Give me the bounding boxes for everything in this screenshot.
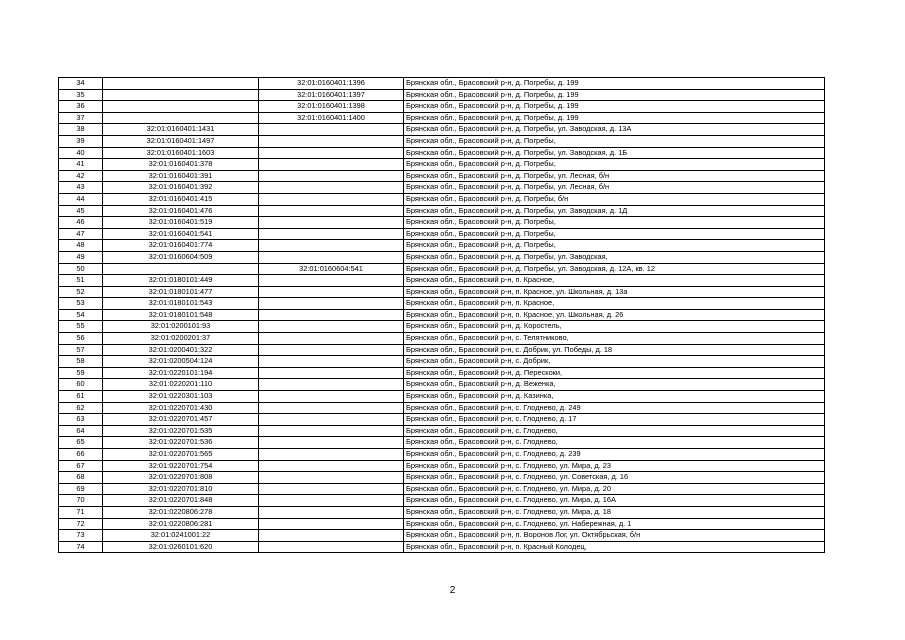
table-row — [59, 460, 825, 472]
cadastral-number-cell: 32:01:0220201:110 — [103, 379, 259, 391]
linked-cadastral-number-cell — [259, 425, 404, 437]
cadastral-number-cell: 32:01:0220701:430 — [103, 402, 259, 414]
linked-cadastral-number-cell — [259, 530, 404, 542]
cadastral-number-cell: 32:01:0220701:565 — [103, 449, 259, 461]
address-cell: Брянская обл., Брасовский р-н, с. Глоднево, д. 249 — [404, 402, 825, 414]
address-cell: Брянская обл., Брасовский р-н, с. Глоднево, ул. Мира, д. 23 — [404, 460, 825, 472]
linked-cadastral-number-cell — [259, 124, 404, 136]
address-cell: Брянская обл., Брасовский р-н, с. Глоднево, — [404, 425, 825, 437]
cadastral-number-cell: 32:01:0220701:535 — [103, 425, 259, 437]
address-cell: Брянская обл., Брасовский р-н, п. Воронов Лог, ул. Октябрьская, б/н — [404, 530, 825, 542]
row-number-cell: 49 — [59, 251, 103, 263]
row-number-cell: 39 — [59, 135, 103, 147]
cadastral-number-cell — [103, 263, 259, 275]
cadastral-number-cell: 32:01:0220301:103 — [103, 391, 259, 403]
row-number-cell: 50 — [59, 263, 103, 275]
table-row — [59, 402, 825, 414]
row-number-cell: 46 — [59, 217, 103, 229]
table-row — [59, 414, 825, 426]
cadastral-number-cell: 32:01:0180101:548 — [103, 309, 259, 321]
linked-cadastral-number-cell — [259, 449, 404, 461]
linked-cadastral-number-cell — [259, 309, 404, 321]
cadastral-number-cell: 32:01:0260101:620 — [103, 541, 259, 553]
address-cell: Брянская обл., Брасовский р-н, д. Погребы, ул. Заводская, д. 12А, кв. 12 — [404, 263, 825, 275]
linked-cadastral-number-cell — [259, 193, 404, 205]
table-row — [59, 391, 825, 403]
linked-cadastral-number-cell — [259, 228, 404, 240]
table-row — [59, 425, 825, 437]
row-number-cell: 36 — [59, 101, 103, 113]
address-cell: Брянская обл., Брасовский р-н, д. Погребы, д. 199 — [404, 89, 825, 101]
table-row — [59, 333, 825, 345]
table-row — [59, 251, 825, 263]
address-cell: Брянская обл., Брасовский р-н, п. Красный Колодец, — [404, 541, 825, 553]
address-cell: Брянская обл., Брасовский р-н, с. Глоднево, ул. Набережная, д. 1 — [404, 518, 825, 530]
linked-cadastral-number-cell — [259, 182, 404, 194]
row-number-cell: 73 — [59, 530, 103, 542]
address-cell: Брянская обл., Брасовский р-н, с. Глоднево, д. 239 — [404, 449, 825, 461]
table-row — [59, 541, 825, 553]
cadastral-number-cell: 32:01:0160401:391 — [103, 170, 259, 182]
row-number-cell: 47 — [59, 228, 103, 240]
table-row — [59, 518, 825, 530]
cadastral-number-cell — [103, 89, 259, 101]
linked-cadastral-number-cell — [259, 379, 404, 391]
row-number-cell: 45 — [59, 205, 103, 217]
row-number-cell: 67 — [59, 460, 103, 472]
table-row — [59, 309, 825, 321]
table-row — [59, 112, 825, 124]
address-cell: Брянская обл., Брасовский р-н, с. Глоднево, д. 17 — [404, 414, 825, 426]
table-row — [59, 298, 825, 310]
linked-cadastral-number-cell — [259, 367, 404, 379]
address-cell: Брянская обл., Брасовский р-н, д. Коростель, — [404, 321, 825, 333]
address-cell: Брянская обл., Брасовский р-н, п. Красное, — [404, 298, 825, 310]
cadastral-number-cell: 32:01:0220701:754 — [103, 460, 259, 472]
row-number-cell: 55 — [59, 321, 103, 333]
row-number-cell: 59 — [59, 367, 103, 379]
linked-cadastral-number-cell — [259, 506, 404, 518]
address-cell: Брянская обл., Брасовский р-н, с. Глоднево, ул. Мира, д. 18 — [404, 506, 825, 518]
table-row — [59, 495, 825, 507]
cadastral-number-cell: 32:01:0160401:476 — [103, 205, 259, 217]
cadastral-number-cell: 32:01:0220806:281 — [103, 518, 259, 530]
table-row — [59, 124, 825, 136]
row-number-cell: 51 — [59, 275, 103, 287]
address-cell: Брянская обл., Брасовский р-н, с. Глоднево, ул. Мира, д. 20 — [404, 483, 825, 495]
address-cell: Брянская обл., Брасовский р-н, д. Погребы, б/н — [404, 193, 825, 205]
table-row — [59, 240, 825, 252]
cadastral-number-cell: 32:01:0220701:810 — [103, 483, 259, 495]
linked-cadastral-number-cell — [259, 356, 404, 368]
cadastral-number-cell: 32:01:0241001:22 — [103, 530, 259, 542]
table-row — [59, 379, 825, 391]
address-cell: Брянская обл., Брасовский р-н, д. Погребы, — [404, 159, 825, 171]
cadastral-number-cell: 32:01:0220701:536 — [103, 437, 259, 449]
linked-cadastral-number-cell — [259, 402, 404, 414]
cadastral-number-cell: 32:01:0200401:322 — [103, 344, 259, 356]
cadastral-number-cell: 32:01:0220701:848 — [103, 495, 259, 507]
cadastral-number-cell: 32:01:0220701:457 — [103, 414, 259, 426]
row-number-cell: 53 — [59, 298, 103, 310]
row-number-cell: 72 — [59, 518, 103, 530]
row-number-cell: 62 — [59, 402, 103, 414]
cadastral-number-cell: 32:01:0160401:1431 — [103, 124, 259, 136]
table-row — [59, 344, 825, 356]
row-number-cell: 44 — [59, 193, 103, 205]
cadastral-number-cell: 32:01:0220101:194 — [103, 367, 259, 379]
row-number-cell: 35 — [59, 89, 103, 101]
linked-cadastral-number-cell — [259, 483, 404, 495]
address-cell: Брянская обл., Брасовский р-н, д. Веженка, — [404, 379, 825, 391]
linked-cadastral-number-cell — [259, 414, 404, 426]
row-number-cell: 66 — [59, 449, 103, 461]
linked-cadastral-number-cell — [259, 275, 404, 287]
address-cell: Брянская обл., Брасовский р-н, д. Погребы, д. 199 — [404, 78, 825, 90]
table-row — [59, 530, 825, 542]
page-number: 2 — [449, 585, 456, 596]
linked-cadastral-number-cell — [259, 298, 404, 310]
linked-cadastral-number-cell — [259, 321, 404, 333]
table-row — [59, 356, 825, 368]
table-row — [59, 286, 825, 298]
table-row — [59, 101, 825, 113]
cadastral-number-cell — [103, 78, 259, 90]
linked-cadastral-number-cell — [259, 541, 404, 553]
linked-cadastral-number-cell — [259, 217, 404, 229]
row-number-cell: 64 — [59, 425, 103, 437]
address-cell: Брянская обл., Брасовский р-н, д. Погребы, ул. Заводская, д. 13А — [404, 124, 825, 136]
cadastral-number-cell: 32:01:0160401:1603 — [103, 147, 259, 159]
cadastral-number-cell: 32:01:0200101:93 — [103, 321, 259, 333]
linked-cadastral-number-cell — [259, 472, 404, 484]
address-cell: Брянская обл., Брасовский р-н, д. Погребы, ул. Заводская, — [404, 251, 825, 263]
cadastral-number-cell: 32:01:0160401:415 — [103, 193, 259, 205]
cadastral-table-body — [59, 78, 825, 553]
row-number-cell: 63 — [59, 414, 103, 426]
linked-cadastral-number-cell: 32:01:0160401:1396 — [259, 78, 404, 90]
table-row — [59, 135, 825, 147]
linked-cadastral-number-cell — [259, 518, 404, 530]
table-row — [59, 228, 825, 240]
row-number-cell: 38 — [59, 124, 103, 136]
row-number-cell: 34 — [59, 78, 103, 90]
address-cell: Брянская обл., Брасовский р-н, с. Добрик, — [404, 356, 825, 368]
address-cell: Брянская обл., Брасовский р-н, д. Погребы, ул. Лесная, б/н — [404, 182, 825, 194]
linked-cadastral-number-cell — [259, 205, 404, 217]
row-number-cell: 37 — [59, 112, 103, 124]
table-row — [59, 193, 825, 205]
cadastral-number-cell: 32:01:0180101:449 — [103, 275, 259, 287]
row-number-cell: 56 — [59, 333, 103, 345]
row-number-cell: 57 — [59, 344, 103, 356]
linked-cadastral-number-cell: 32:01:0160401:1400 — [259, 112, 404, 124]
row-number-cell: 70 — [59, 495, 103, 507]
address-cell: Брянская обл., Брасовский р-н, д. Погребы, — [404, 228, 825, 240]
linked-cadastral-number-cell — [259, 159, 404, 171]
cadastral-number-cell: 32:01:0160401:392 — [103, 182, 259, 194]
cadastral-number-cell: 32:01:0180101:477 — [103, 286, 259, 298]
address-cell: Брянская обл., Брасовский р-н, с. Добрик, ул. Победы, д. 18 — [404, 344, 825, 356]
row-number-cell: 48 — [59, 240, 103, 252]
row-number-cell: 68 — [59, 472, 103, 484]
linked-cadastral-number-cell — [259, 391, 404, 403]
linked-cadastral-number-cell — [259, 240, 404, 252]
address-cell: Брянская обл., Брасовский р-н, д. Погребы, ул. Заводская, д. 1Д — [404, 205, 825, 217]
linked-cadastral-number-cell: 32:01:0160604:541 — [259, 263, 404, 275]
cadastral-number-cell — [103, 112, 259, 124]
address-cell: Брянская обл., Брасовский р-н, д. Погребы, д. 199 — [404, 101, 825, 113]
table-row — [59, 321, 825, 333]
address-cell: Брянская обл., Брасовский р-н, п. Красное, — [404, 275, 825, 287]
row-number-cell: 54 — [59, 309, 103, 321]
linked-cadastral-number-cell — [259, 344, 404, 356]
cadastral-number-cell: 32:01:0160401:774 — [103, 240, 259, 252]
linked-cadastral-number-cell — [259, 251, 404, 263]
linked-cadastral-number-cell — [259, 170, 404, 182]
table-row — [59, 205, 825, 217]
address-cell: Брянская обл., Брасовский р-н, с. Глоднево, — [404, 437, 825, 449]
address-cell: Брянская обл., Брасовский р-н, д. Погребы, ул. Лесная, б/н — [404, 170, 825, 182]
table-row — [59, 182, 825, 194]
linked-cadastral-number-cell — [259, 135, 404, 147]
row-number-cell: 58 — [59, 356, 103, 368]
cadastral-number-cell: 32:01:0220701:808 — [103, 472, 259, 484]
table-row — [59, 506, 825, 518]
table-row — [59, 449, 825, 461]
row-number-cell: 60 — [59, 379, 103, 391]
address-cell: Брянская обл., Брасовский р-н, д. Погребы, ул. Заводская, д. 1Б — [404, 147, 825, 159]
cadastral-number-cell: 32:01:0160604:509 — [103, 251, 259, 263]
row-number-cell: 41 — [59, 159, 103, 171]
address-cell: Брянская обл., Брасовский р-н, п. Красное, ул. Школьная, д. 26 — [404, 309, 825, 321]
linked-cadastral-number-cell: 32:01:0160401:1398 — [259, 101, 404, 113]
table-row — [59, 263, 825, 275]
address-cell: Брянская обл., Брасовский р-н, д. Погребы, — [404, 240, 825, 252]
cadastral-number-cell: 32:01:0160401:541 — [103, 228, 259, 240]
row-number-cell: 65 — [59, 437, 103, 449]
row-number-cell: 43 — [59, 182, 103, 194]
row-number-cell: 52 — [59, 286, 103, 298]
address-cell: Брянская обл., Брасовский р-н, с. Глоднево, ул. Мира, д. 16А — [404, 495, 825, 507]
row-number-cell: 42 — [59, 170, 103, 182]
cadastral-number-cell: 32:01:0180101:543 — [103, 298, 259, 310]
address-cell: Брянская обл., Брасовский р-н, д. Перескоки, — [404, 367, 825, 379]
table-row — [59, 437, 825, 449]
cadastral-number-cell: 32:01:0160401:378 — [103, 159, 259, 171]
linked-cadastral-number-cell — [259, 286, 404, 298]
table-row — [59, 472, 825, 484]
address-cell: Брянская обл., Брасовский р-н, д. Погребы, — [404, 135, 825, 147]
linked-cadastral-number-cell: 32:01:0160401:1397 — [259, 89, 404, 101]
table-row — [59, 275, 825, 287]
table-row — [59, 89, 825, 101]
cadastral-number-cell: 32:01:0200504:124 — [103, 356, 259, 368]
address-cell: Брянская обл., Брасовский р-н, с. Глоднево, ул. Советская, д. 16 — [404, 472, 825, 484]
row-number-cell: 69 — [59, 483, 103, 495]
table-row — [59, 367, 825, 379]
cadastral-number-cell: 32:01:0200201:37 — [103, 333, 259, 345]
cadastral-table — [58, 77, 825, 553]
address-cell: Брянская обл., Брасовский р-н, п. Красное, ул. Школьная, д. 13а — [404, 286, 825, 298]
cadastral-number-cell: 32:01:0160401:519 — [103, 217, 259, 229]
table-row — [59, 170, 825, 182]
address-cell: Брянская обл., Брасовский р-н, с. Телятниково, — [404, 333, 825, 345]
table-row — [59, 147, 825, 159]
address-cell: Брянская обл., Брасовский р-н, д. Погребы, д. 199 — [404, 112, 825, 124]
table-row — [59, 217, 825, 229]
table-row — [59, 483, 825, 495]
linked-cadastral-number-cell — [259, 460, 404, 472]
linked-cadastral-number-cell — [259, 147, 404, 159]
linked-cadastral-number-cell — [259, 333, 404, 345]
cadastral-number-cell — [103, 101, 259, 113]
address-cell: Брянская обл., Брасовский р-н, д. Погребы, — [404, 217, 825, 229]
cadastral-number-cell: 32:01:0220806:278 — [103, 506, 259, 518]
address-cell: Брянская обл., Брасовский р-н, д. Казинка, — [404, 391, 825, 403]
linked-cadastral-number-cell — [259, 495, 404, 507]
cadastral-number-cell: 32:01:0160401:1497 — [103, 135, 259, 147]
row-number-cell: 74 — [59, 541, 103, 553]
row-number-cell: 71 — [59, 506, 103, 518]
row-number-cell: 61 — [59, 391, 103, 403]
table-row — [59, 159, 825, 171]
row-number-cell: 40 — [59, 147, 103, 159]
linked-cadastral-number-cell — [259, 437, 404, 449]
table-row — [59, 78, 825, 90]
